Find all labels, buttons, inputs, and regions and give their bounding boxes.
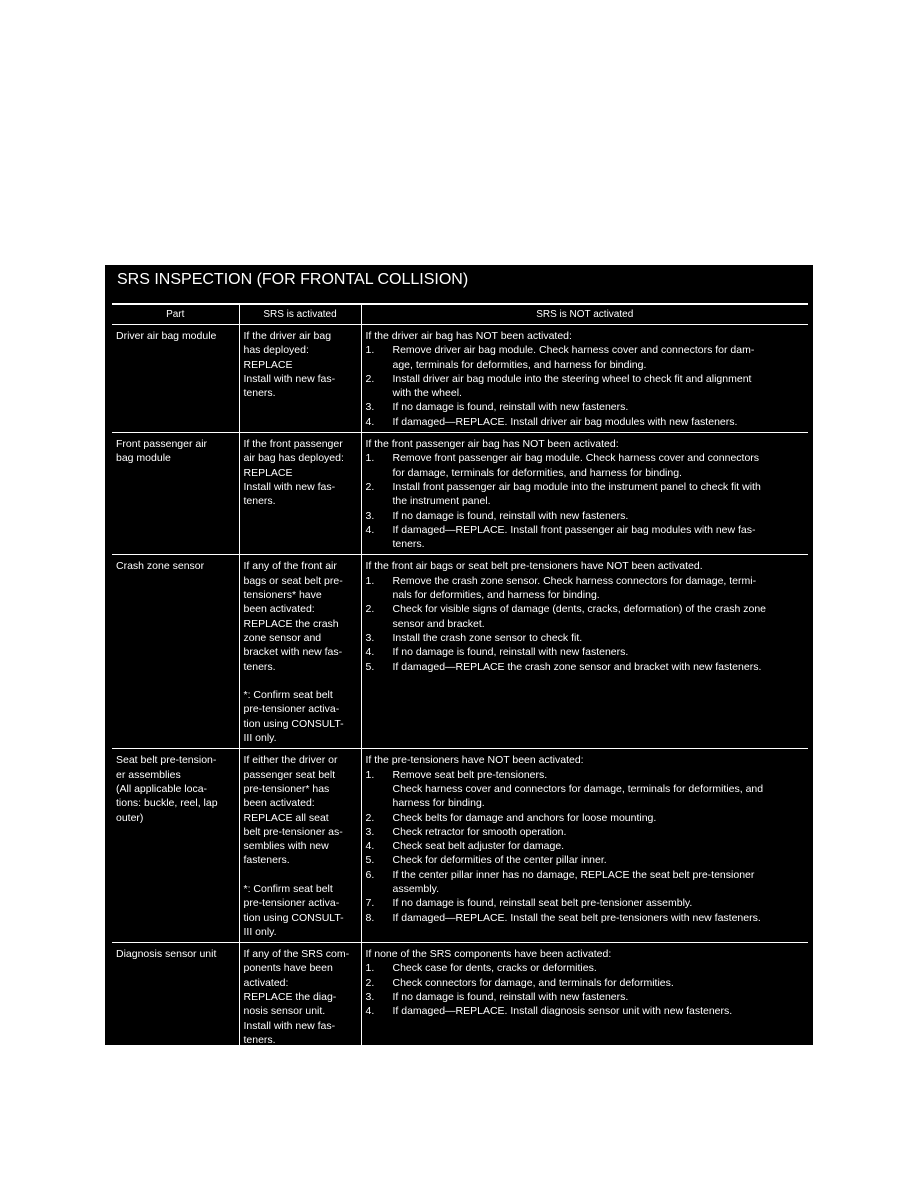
not-activated-intro: If none of the SRS components have been activated: [365,948,612,961]
header-srs-activated: SRS is activated [239,304,361,325]
step-number: 4. [365,840,375,853]
step-text: Remove the crash zone sensor. Check harness connectors for damage, termi- nals for deformities, and harness for binding. [392,574,757,602]
activated-cell: If the front passenger air bag has deployed: REPLACE Install with new fas- teners. [239,433,361,555]
step-number: 3. [365,991,375,1004]
step-number: 8. [365,911,375,924]
header-srs-not-activated: SRS is NOT activated [361,304,808,325]
inspection-steps [366,768,806,925]
table-row [112,555,808,749]
activated-cell: If any of the front air bags or seat belt pre- tensioners* have been activated: REPLACE the crash zone sensor and bracket with new fas- teners. *: Confirm seat belt pre-tensioner activa- tion using CONSULT- III only. [239,555,361,749]
step-number: 5. [365,854,375,867]
inspection-step [366,451,806,480]
step-number: 7. [365,897,375,910]
step-text: Check case for dents, cracks or deformities. [392,962,597,975]
table-row [112,749,808,943]
step-number: 1. [365,768,375,781]
step-text: If no damage is found, reinstall seat belt pre-tensioner assembly. [392,897,693,910]
step-number: 2. [365,976,375,989]
inspection-step [366,631,806,645]
inspection-step [366,660,806,674]
table-row [112,433,808,555]
inspection-step [366,961,806,975]
inspection-step [366,839,806,853]
step-text: If the center pillar inner has no damage, REPLACE the seat belt pre-tensioner assembly. [392,868,755,895]
not-activated-cell [361,433,808,555]
step-text: Remove seat belt pre-tensioners. Check harness cover and connectors for damage, terminals for deformities, and harness for binding. [392,768,764,810]
inspection-step [366,400,806,414]
step-number: 6. [365,868,375,881]
inspection-step [366,853,806,867]
table-body [112,325,808,1055]
inspection-step [366,868,806,897]
inspection-step [366,372,806,401]
step-number: 2. [365,372,375,385]
not-activated-intro: If the driver air bag has NOT been activated: [365,330,572,342]
header-row [112,304,808,325]
step-number: 4. [365,523,375,536]
part-cell: Seat belt pre-tension- er assemblies (All applicable loca- tions: buckle, reel, lap outer) [112,749,239,943]
inspection-step [366,645,806,659]
srs-inspection-panel [105,265,813,1045]
step-text: Check retractor for smooth operation. [392,825,567,838]
inspection-step [366,523,806,552]
step-number: 1. [365,344,375,357]
step-text: If damaged—REPLACE. Install front passenger air bag modules with new fas- teners. [392,523,756,551]
table-title: SRS INSPECTION (FOR FRONTAL COLLISION) [117,271,469,288]
step-number: 5. [365,660,375,673]
step-text: If no damage is found, reinstall with new fasteners. [392,509,629,522]
inspection-steps [366,343,806,429]
inspection-steps [366,574,806,674]
part-cell: Crash zone sensor [112,555,239,749]
step-text: Check for deformities of the center pillar inner. [392,854,607,867]
inspection-step [366,911,806,925]
step-number: 2. [365,480,375,493]
step-text: Install front passenger air bag module into the instrument panel to check fit with the instrument panel. [392,480,761,508]
step-number: 3. [365,401,375,414]
step-text: Check connectors for damage, and terminals for deformities. [392,976,674,989]
inspection-step [366,811,806,825]
not-activated-cell [361,325,808,433]
part-cell: Front passenger air bag module [112,433,239,555]
step-number: 2. [365,603,375,616]
step-text: Install driver air bag module into the steering wheel to check fit and alignment with the wheel. [392,372,752,400]
inspection-step [366,602,806,631]
inspection-steps [366,961,806,1018]
step-text: If damaged—REPLACE. Install the seat belt pre-tensioners with new fasteners. [392,911,761,924]
step-number: 3. [365,825,375,838]
step-text: Remove driver air bag module. Check harness cover and connectors for dam- age, terminals for deformities, and harness for binding. [392,344,755,371]
step-text: If damaged—REPLACE the crash zone sensor and bracket with new fasteners. [392,660,762,673]
step-number: 3. [365,509,375,522]
step-text: If damaged—REPLACE. Install diagnosis sensor unit with new fasteners. [392,1005,733,1018]
step-text: Check for visible signs of damage (dents, cracks, deformation) of the crash zone sensor and bracket. [392,603,767,630]
inspection-step [366,976,806,990]
step-text: Install the crash zone sensor to check fit. [392,631,583,644]
step-text: Remove front passenger air bag module. Check harness cover and connectors for damage, terminals for deformities, and harness for binding. [392,452,760,479]
not-activated-intro: If the front air bags or seat belt pre-tensioners have NOT been activated. [365,560,703,573]
step-number: 1. [365,452,375,465]
inspection-steps [366,451,806,551]
part-cell: Driver air bag module [112,325,239,433]
table-row [112,325,808,433]
step-number: 4. [365,646,375,659]
step-number: 4. [365,415,375,428]
inspection-step [366,896,806,910]
inspection-step [366,825,806,839]
step-number: 4. [365,1005,375,1018]
activated-cell: If the driver air bag has deployed: REPLACE Install with new fas- teners. [239,325,361,433]
not-activated-cell [361,555,808,749]
inspection-step [366,768,806,811]
step-number: 3. [365,631,375,644]
step-number: 2. [365,811,375,824]
srs-inspection-table [112,303,808,1056]
part-cell: Diagnosis sensor unit [116,948,217,961]
table-row [112,943,808,1055]
not-activated-intro: If the pre-tensioners have NOT been activated: [365,754,584,767]
inspection-step [366,990,806,1004]
activated-cell: If either the driver or passenger seat belt pre-tensioner* has been activated: REPLACE all seat belt pre-tensioner as- semblies with new fasteners. *: Confirm seat belt pre-tensioner activa- tion using CONSULT- III only. [239,749,361,943]
step-text: If no damage is found, reinstall with new fasteners. [392,991,629,1004]
step-text: Check belts for damage and anchors for loose mounting. [392,811,657,824]
step-text: Check seat belt adjuster for damage. [392,840,565,853]
inspection-step [366,480,806,509]
inspection-step [366,509,806,523]
inspection-step [366,343,806,372]
inspection-step [366,1004,806,1018]
not-activated-cell [361,943,808,1055]
step-number: 1. [365,962,375,975]
activated-cell: If any of the SRS com- ponents have been activated: REPLACE the diag- nosis sensor unit. Install with new fas- teners. [239,943,361,1055]
header-part: Part [112,304,239,325]
step-number: 1. [365,574,375,587]
inspection-step [366,574,806,603]
not-activated-intro: If the front passenger air bag has NOT been activated: [365,438,619,451]
step-text: If no damage is found, reinstall with new fasteners. [392,401,629,414]
inspection-step [366,415,806,429]
step-text: If no damage is found, reinstall with new fasteners. [392,646,629,659]
step-text: If damaged—REPLACE. Install driver air bag modules with new fasteners. [392,415,738,428]
not-activated-cell [361,749,808,943]
